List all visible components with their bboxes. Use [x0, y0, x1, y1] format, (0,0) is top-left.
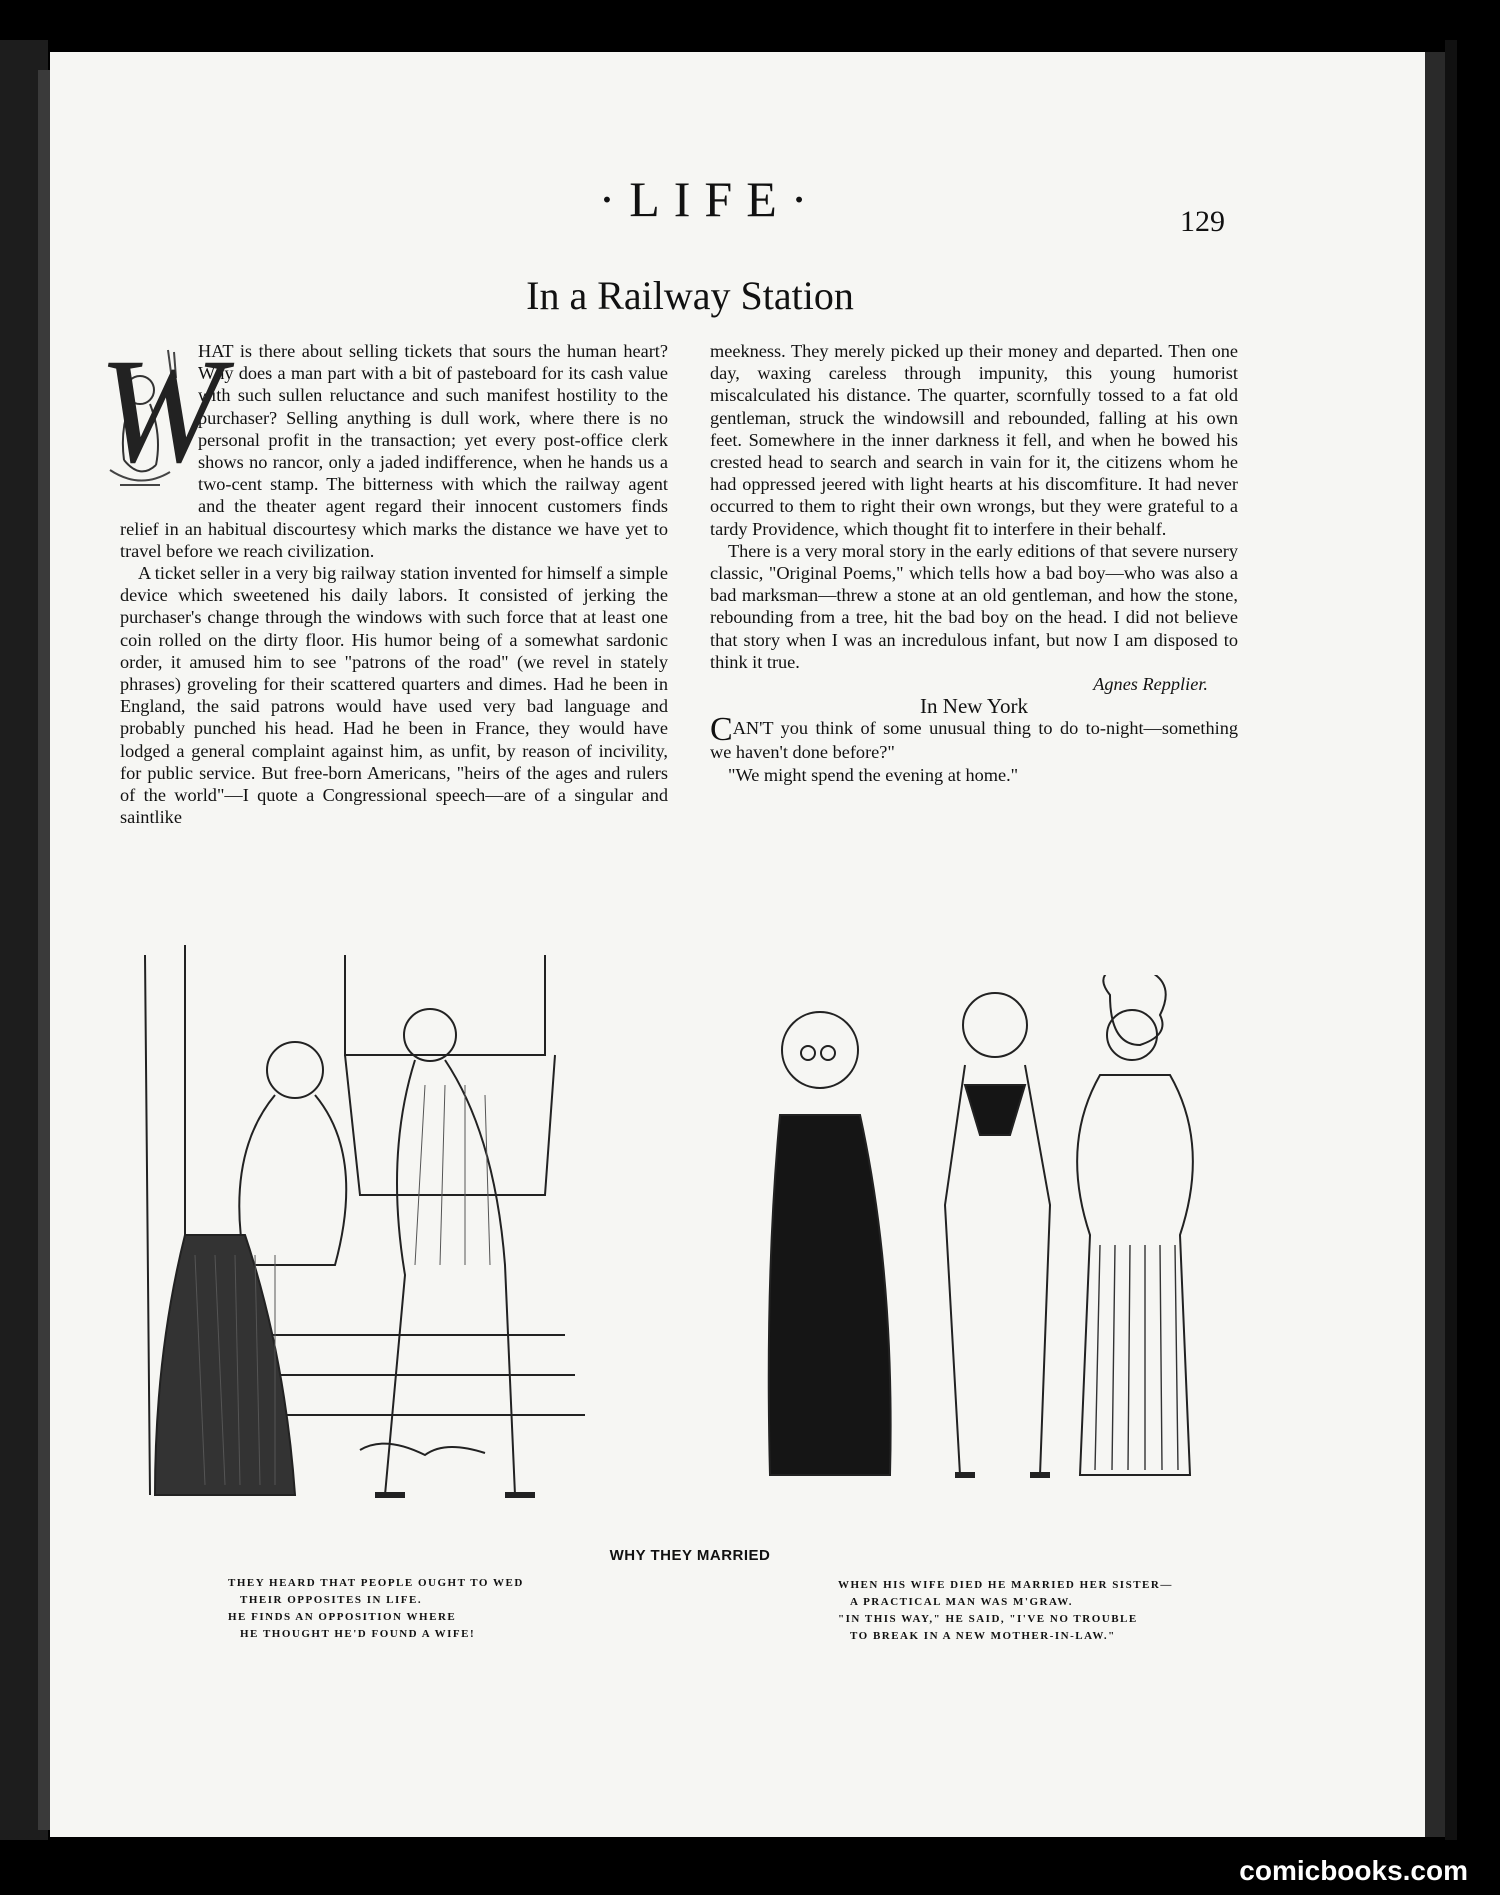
- cartoon-left-illustration: [125, 935, 670, 1530]
- item-line-1: AN'T you think of some unusual thing to do to-night—something we haven't done before?": [710, 718, 1238, 763]
- verse-line: WHEN HIS WIFE DIED HE MARRIED HER SISTER—: [838, 1579, 1173, 1591]
- article-paragraph: A ticket seller in a very big railway station invented for himself a simple device which sweetened his daily labors. It consisted of jerking the purchaser's change through the windows with such force that at least one coin rolled on the dirty floor. His humor being of a somewhat sardonic order, it amused him to see "patrons of the road" (we revel in stately phrases) groveling for their scattered quarters and dimes. Had he been in England, the said patrons would have used very bad language and probably punched his head. Had he been in France, they would have lodged a general complaint against him, as unfit, by reason of incivility, for public service. But free-born Americans, "heirs of the ages and rulers of the world"—I quote a Congressional speech—are of a singular and saintlike: [120, 563, 668, 828]
- dropcap-letter: W: [98, 328, 223, 494]
- masthead: ·LIFE·: [598, 171, 822, 227]
- verse-line: A PRACTICAL MAN WAS M'GRAW.: [850, 1596, 1073, 1608]
- article-paragraph: meekness. They merely picked up their money and departed. Then one day, waxing careless through impunity, this young humorist miscalculated his distance. The quarter, scornfully tossed to a fat old gentleman, struck the windowsill and rebounded, falling at his own feet. Somewhere in the inner darkness it fell, and when he bowed his crested head to search and search in vain for it, the citizens whom he had oppressed jeered with light hearts at his discomfiture. It had never occurred to them to right their own wrongs, but they were grateful to a tardy Providence, which thought fit to interfere in their behalf.: [710, 341, 1238, 539]
- article-paragraph: There is a very moral story in the early editions of that severe nursery classic, "Original Poems," which tells how a bad boy—who was also a bad marksman—threw a stone at an old gentleman, and how the stone, rebounding from a tree, hit the bad boy on the head. I did not believe that story when I was an incredulous infant, but now I am disposed to think it true.: [710, 540, 1238, 672]
- item-line-2: "We might spend the evening at home.": [728, 764, 1019, 785]
- item-dropcap: C: [710, 711, 733, 749]
- verse-line: HE THOUGHT HE'D FOUND A WIFE!: [240, 1628, 476, 1640]
- page-edge-shadow: [1445, 40, 1457, 1840]
- cartoon-right-illustration: [760, 975, 1310, 1525]
- watermark: comicbooks.com: [1239, 1855, 1468, 1886]
- verse-line: HE FINDS AN OPPOSITION WHERE: [228, 1611, 457, 1623]
- ticket-window-scene-icon: [125, 935, 670, 1530]
- left-verse: [228, 1575, 524, 1643]
- verse-line: TO BREAK IN A NEW MOTHER-IN-LAW.": [850, 1630, 1116, 1642]
- page-number: 129: [1180, 205, 1225, 238]
- article-signature: Agnes Repplier.: [1093, 674, 1208, 695]
- article-column-right: [710, 340, 1238, 786]
- cartoon-caption: WHY THEY MARRIED: [609, 1547, 771, 1564]
- article-title: In a Railway Station: [526, 273, 854, 318]
- illustrated-dropcap: [90, 328, 223, 500]
- item-line: [710, 711, 1238, 763]
- verse-line: THEIR OPPOSITES IN LIFE.: [240, 1594, 423, 1606]
- family-trio-scene-icon: [760, 975, 1310, 1525]
- verse-line: THEY HEARD THAT PEOPLE OUGHT TO WED: [228, 1577, 524, 1589]
- article-paragraph: HAT is there about selling tickets that sours the human heart? Why does a man part with a bit of pasteboard for its cash value with such sullen reluctance and such manifest hostility to the purchaser? Selling anything is dull work, where there is no personal profit in the transaction; yet every post-office clerk shows no rancor, only a jaded indifference, when he hands us a two-cent stamp. The bitterness with which the railway agent and the theater agent regard their innocent customers finds relief in an habitual discourtesy which marks the distance we have yet to travel before we reach civilization.: [120, 341, 668, 561]
- page-edge: [1425, 52, 1445, 1837]
- item-title: In New York: [920, 694, 1028, 719]
- article-column-left: [98, 328, 668, 828]
- right-verse: [838, 1577, 1173, 1645]
- verse-line: "IN THIS WAY," HE SAID, "I'VE NO TROUBLE: [838, 1613, 1138, 1625]
